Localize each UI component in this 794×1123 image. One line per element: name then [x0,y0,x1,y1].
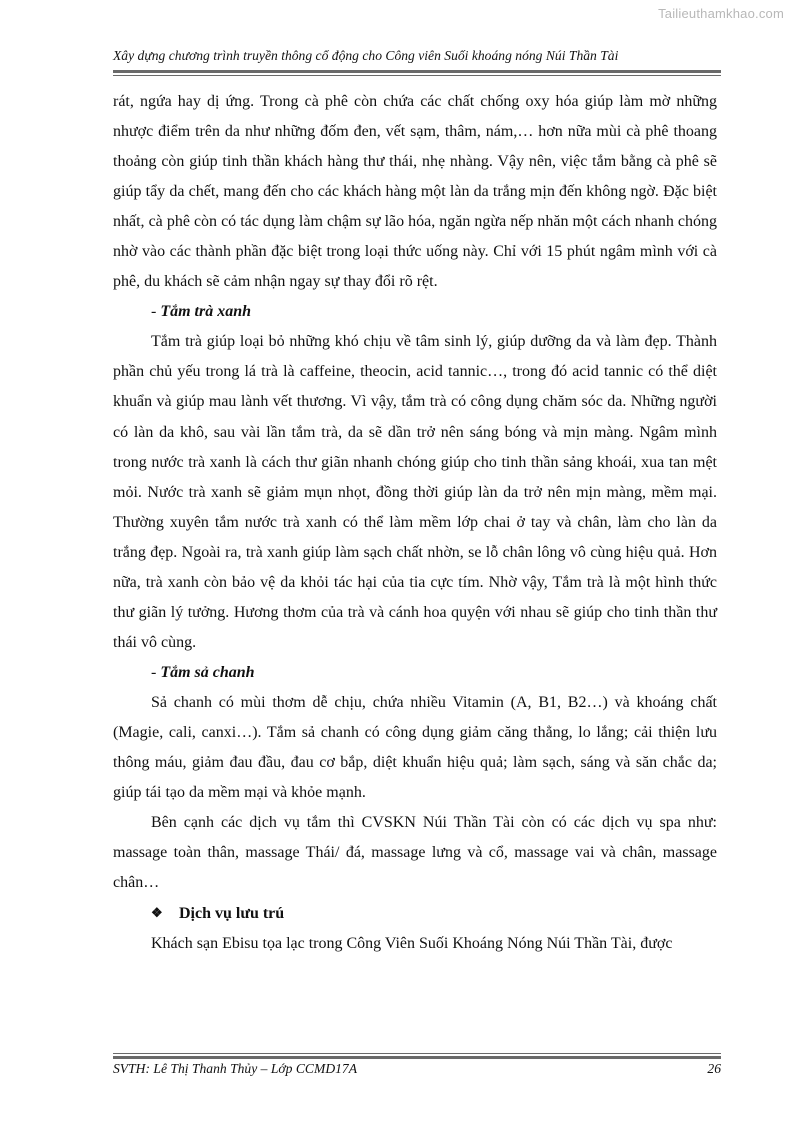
subheading-lemongrass-label: Tắm sả chanh [160,663,255,681]
footer-author: SVTH: Lê Thị Thanh Thủy – Lớp CCMD17A [113,1061,358,1076]
section-heading-lodging [113,898,717,929]
subheading-green-tea-label: Tắm trà xanh [160,303,252,321]
subheading-green-tea-bath [113,297,717,327]
page-number: 26 [707,1061,721,1076]
header-rule-thick [113,70,721,73]
header-rule-thin [113,75,721,76]
footer-rule-thin [113,1053,721,1054]
subheading-dash: - [151,663,161,681]
footer-rule-thick [113,1056,721,1059]
watermark-text: Tailieuthamkhao.com [658,6,784,21]
paragraph-coffee-bath: rát, ngứa hay dị ứng. Trong cà phê còn chứa các chất chống oxy hóa giúp làm mờ những nhược điểm trên da như những đốm đen, vết sạm, thâm, nám,… hơn nữa mùi cà phê thoang thoảng còn giúp tinh thần khách hàng thư thái, nhẹ nhàng. Vậy nên, việc tắm bằng cà phê sẽ giúp tẩy da chết, mang đến cho các khách hàng một làn da trắng mịn đến không ngờ. Đặc biệt nhất, cà phê còn có tác dụng làm chậm sự lão hóa, ngăn ngừa nếp nhăn một cách nhanh chóng nhờ vào các thành phần đặc biệt trong loại thức uống này. Chỉ với 15 phút ngâm mình với cà phê, du khách sẽ cảm nhận ngay sự thay đổi rõ rệt. [113,93,717,291]
section-heading-lodging-label: Dịch vụ lưu trú [179,905,285,923]
paragraph-hotel: Khách sạn Ebisu tọa lạc trong Công Viên Suối Khoáng Nóng Núi Thần Tài, được [151,935,673,953]
running-header: Xây dựng chương trình truyền thông cổ động cho Công viên Suối khoáng nóng Núi Thần Tài [113,48,619,63]
paragraph-lemongrass-bath: Sả chanh có mùi thơm dễ chịu, chứa nhiều Vitamin (A, B1, B2…) và khoáng chất (Magie, cali, canxi…). Tắm sả chanh có công dụng giảm căng thẳng, lo lắng; cải thiện lưu thông máu, giảm đau đầu, đau cơ bắp, diệt khuẩn hiệu quả; làm sạch, sáng và săn chắc da; giúp tái tạo da mềm mại và khỏe mạnh. [113,693,717,802]
subheading-lemongrass-bath [113,658,717,688]
diamond-bullet-icon: ❖ [151,905,163,921]
page-footer [113,1061,721,1077]
paragraph-green-tea-bath: Tắm trà giúp loại bỏ những khó chịu về tâm sinh lý, giúp dưỡng da và làm đẹp. Thành phần chủ yếu trong lá trà là caffeine, theocin, acid tannic…, trong đó acid tannic có thể diệt khuẩn và giúp mau lành vết thương. Vì vậy, tắm trà có công dụng chăm sóc da. Những người có làn da khô, sau vài lần tắm trà, da sẽ dần trở nên sáng bóng và mịn màng. Ngâm mình trong nước trà xanh là cách thư giãn nhanh chóng giúp cho tinh thần sảng khoái, xua tan mệt mỏi. Nước trà xanh sẽ giảm mụn nhọt, đồng thời giúp làn da trở nên mịn màng, mềm mại. Thường xuyên tắm nước trà xanh có thể làm mềm lớp chai ở tay và chân, làm cho làn da trắng đẹp. Ngoài ra, trà xanh giúp làm sạch chất nhờn, se lỗ chân lông vô cùng hiệu quả. Hơn nữa, trà xanh còn bảo vệ da khỏi tác hại của tia cực tím. Nhờ vậy, Tắm trà là một hình thức thư giãn lý tưởng. Hương thơm của trà và cánh hoa quyện với nhau sẽ giúp cho tinh thần thư thái vô cùng. [113,333,717,651]
page-body [113,87,717,959]
subheading-dash: - [151,303,161,321]
paragraph-spa-services: Bên cạnh các dịch vụ tắm thì CVSKN Núi Thần Tài còn có các dịch vụ spa như: massage toàn thân, massage Thái/ đá, massage lưng và cổ, massage vai và chân, massage chân… [113,814,717,892]
